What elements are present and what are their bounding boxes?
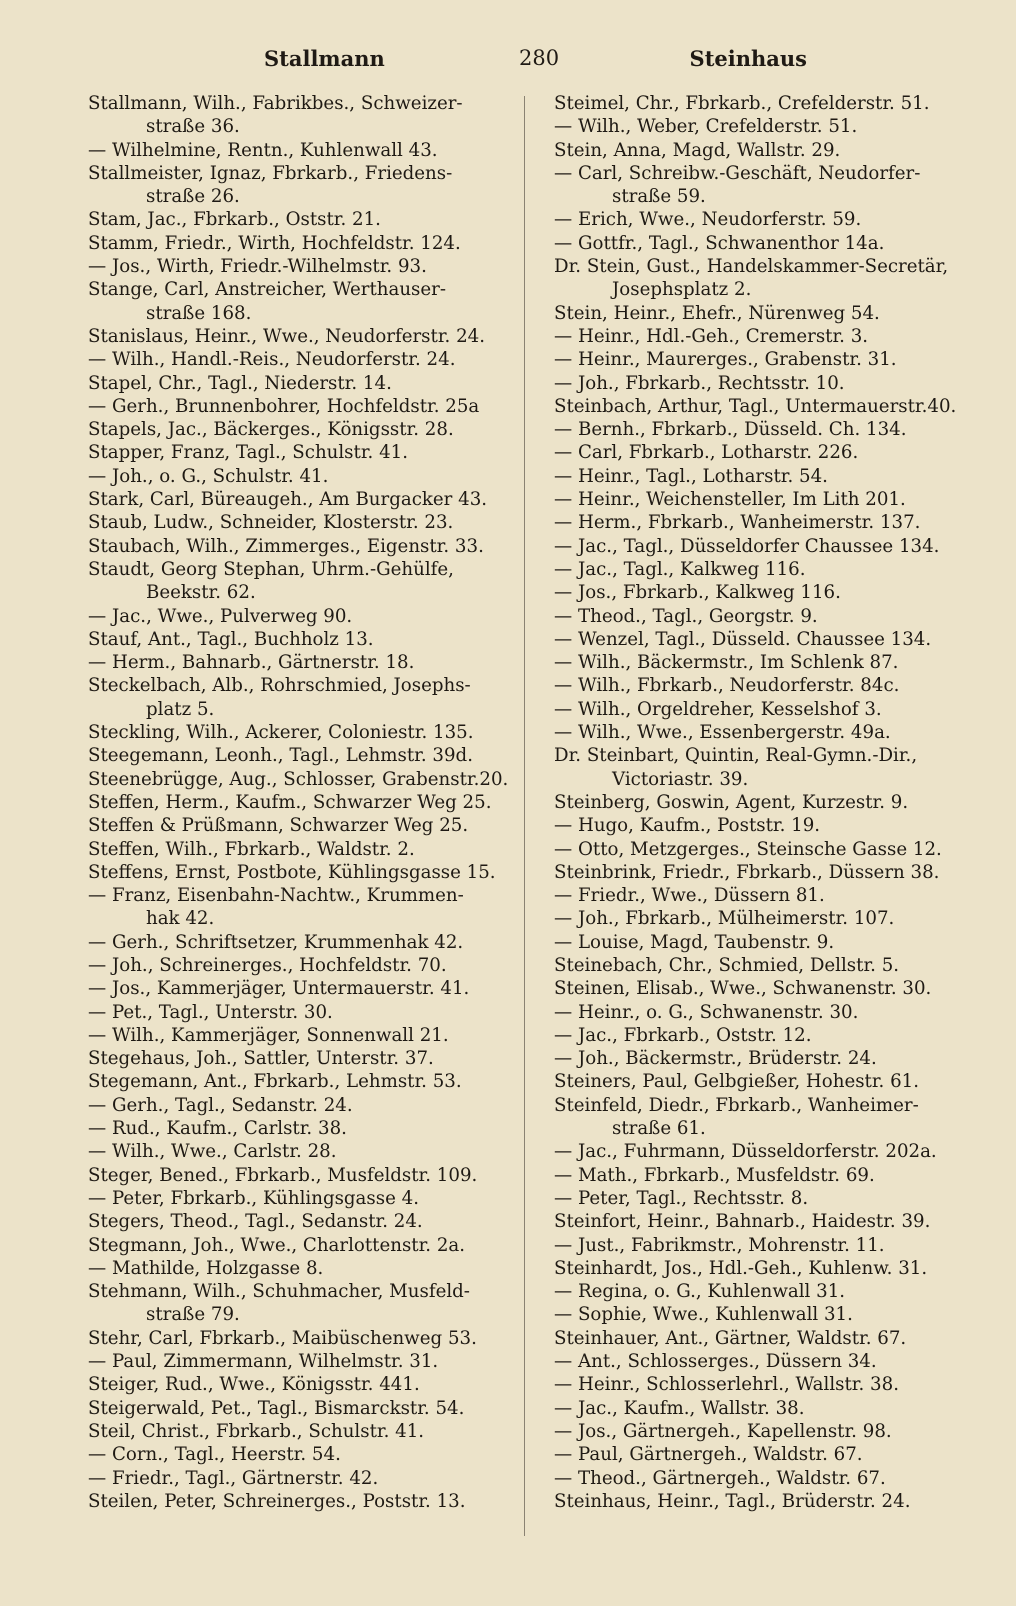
directory-entry: — Math., Fbrkarb., Musfeldstr. 69. (554, 1164, 875, 1186)
directory-entry: Steegemann, Leonh., Tagl., Lehmstr. 39d. (88, 745, 473, 767)
left-column (88, 92, 520, 1513)
directory-entry: — Theod., Tagl., Georgstr. 9. (554, 605, 818, 627)
directory-entry: Stehr, Carl, Fbrkarb., Maibüschenweg 53. (88, 1327, 477, 1349)
directory-entry: — Regina, o. G., Kuhlenwall 31. (554, 1281, 846, 1303)
directory-entry: Stamm, Friedr., Wirth, Hochfeldstr. 124. (88, 232, 461, 254)
entry-continuation: straße 36. (146, 116, 240, 138)
directory-entry: — Jac., Tagl., Düsseldorfer Chaussee 134. (554, 535, 940, 557)
directory-entry: — Gerh., Tagl., Sedanstr. 24. (88, 1094, 353, 1116)
directory-entry: — Jac., Kaufm., Wallstr. 38. (554, 1397, 805, 1419)
directory-entry: Steinebach, Chr., Schmied, Dellstr. 5. (554, 954, 900, 976)
entry-continuation: Josephsplatz 2. (612, 279, 752, 301)
directory-entry: Steilen, Peter, Schreinerges., Poststr. 13. (88, 1490, 466, 1512)
directory-entry: Stehmann, Wilh., Schuhmacher, Musfeld- (88, 1281, 470, 1303)
directory-entry: Stallmann, Wilh., Fabrikbes., Schweizer- (88, 93, 463, 114)
directory-entry: — Herm., Bahnarb., Gärtnerstr. 18. (88, 652, 415, 674)
directory-entry: Stegmann, Joh., Wwe., Charlottenstr. 2a. (88, 1234, 466, 1256)
directory-entry: Steinfort, Heinr., Bahnarb., Haidestr. 39. (554, 1211, 931, 1233)
directory-entry: Staudt, Georg Stephan, Uhrm.-Gehülfe, (88, 558, 454, 580)
right-column (554, 92, 986, 1513)
directory-entry: Steigerwald, Pet., Tagl., Bismarckstr. 54. (88, 1397, 465, 1419)
directory-entry: — Franz, Eisenbahn-Nachtw., Krummen- (88, 885, 464, 907)
directory-entry: — Wilh., Orgeldreher, Kesselshof 3. (554, 698, 882, 720)
directory-entry: Steinhauer, Ant., Gärtner, Waldstr. 67. (554, 1327, 907, 1349)
directory-entry: — Jac., Wwe., Pulverweg 90. (88, 605, 353, 627)
entry-continuation: straße 168. (146, 302, 252, 324)
directory-entry: — Jac., Fuhrmann, Düsseldorferstr. 202a. (554, 1141, 937, 1163)
running-header (84, 46, 982, 86)
directory-entry: — Jos., Kammerjäger, Untermauerstr. 41. (88, 978, 470, 1000)
directory-entry: — Jac., Fbrkarb., Oststr. 12. (554, 1024, 812, 1046)
directory-entry: — Theod., Gärtnergeh., Waldstr. 67. (554, 1467, 886, 1489)
directory-entry: — Carl, Fbrkarb., Lotharstr. 226. (554, 442, 859, 464)
directory-entry: — Otto, Metzgerges., Steinsche Gasse 12. (554, 838, 942, 860)
directory-entry: — Heinr., Schlosserlehrl., Wallstr. 38. (554, 1374, 899, 1396)
directory-entry: Steinberg, Goswin, Agent, Kurzestr. 9. (554, 791, 909, 813)
directory-entry: — Paul, Zimmermann, Wilhelmstr. 31. (88, 1351, 439, 1373)
directory-entry: — Wilh., Wwe., Essenbergerstr. 49a. (554, 722, 891, 744)
directory-entry: Steiners, Paul, Gelbgießer, Hohestr. 61. (554, 1071, 920, 1093)
entry-continuation: straße 61. (612, 1118, 706, 1140)
directory-entry: Stapel, Chr., Tagl., Niederstr. 14. (88, 372, 392, 394)
directory-entry: — Heinr., Maurerges., Grabenstr. 31. (554, 349, 897, 371)
directory-entry: Stauf, Ant., Tagl., Buchholz 13. (88, 628, 374, 650)
header-first-name: Stallmann (264, 46, 385, 71)
directory-entry: — Pet., Tagl., Unterstr. 30. (88, 1001, 333, 1023)
directory-entry: Stange, Carl, Anstreicher, Werthauser- (88, 279, 446, 301)
entry-continuation: straße 26. (146, 186, 240, 208)
entry-continuation: platz 5. (146, 698, 215, 720)
directory-entry: Steinbach, Arthur, Tagl., Untermauerstr.40. (554, 395, 957, 417)
directory-entry: — Joh., Bäckermstr., Brüderstr. 24. (554, 1048, 877, 1070)
directory-entry: — Heinr., Weichensteller, Im Lith 201. (554, 489, 906, 511)
directory-entry: Steger, Bened., Fbrkarb., Musfeldstr. 109. (88, 1164, 478, 1186)
directory-entry: — Friedr., Tagl., Gärtnerstr. 42. (88, 1467, 379, 1489)
directory-entry: — Peter, Fbrkarb., Kühlingsgasse 4. (88, 1187, 419, 1209)
directory-entry: Stegemann, Ant., Fbrkarb., Lehmstr. 53. (88, 1071, 462, 1093)
directory-entry: — Just., Fabrikmstr., Mohrenstr. 11. (554, 1234, 885, 1256)
directory-entry: Steiger, Rud., Wwe., Königsstr. 441. (88, 1374, 420, 1396)
directory-entry: Staubach, Wilh., Zimmerges., Eigenstr. 33. (88, 535, 484, 557)
directory-entry: — Erich, Wwe., Neudorferstr. 59. (554, 209, 862, 231)
directory-entry: Stark, Carl, Büreaugeh., Am Burgacker 43. (88, 489, 488, 511)
directory-entry: Steinbrink, Friedr., Fbrkarb., Düssern 38. (554, 861, 940, 883)
directory-entry: — Bernh., Fbrkarb., Düsseld. Ch. 134. (554, 419, 907, 441)
directory-entry: — Paul, Gärtnergeh., Waldstr. 67. (554, 1444, 863, 1466)
directory-entry: Steinhaus, Heinr., Tagl., Brüderstr. 24. (554, 1490, 911, 1512)
directory-entry: Stegers, Theod., Tagl., Sedanstr. 24. (88, 1211, 423, 1233)
directory-entry: — Heinr., o. G., Schwanenstr. 30. (554, 1001, 859, 1023)
directory-entry: Stanislaus, Heinr., Wwe., Neudorferstr. 24. (88, 325, 485, 347)
directory-entry: Stein, Heinr., Ehefr., Nürenweg 54. (554, 302, 880, 324)
directory-entry: — Heinr., Hdl.-Geh., Cremerstr. 3. (554, 325, 869, 347)
directory-entry: — Mathilde, Holzgasse 8. (88, 1257, 324, 1279)
directory-entry: — Jos., Fbrkarb., Kalkweg 116. (554, 582, 841, 604)
directory-entry: Steffen & Prüßmann, Schwarzer Weg 25. (88, 815, 469, 837)
directory-entry: — Wenzel, Tagl., Düsseld. Chaussee 134. (554, 628, 932, 650)
directory-entry: Stapper, Franz, Tagl., Schulstr. 41. (88, 442, 409, 464)
directory-entry: — Joh., Fbrkarb., Rechtsstr. 10. (554, 372, 845, 394)
directory-entry: Stapels, Jac., Bäckerges., Königsstr. 28. (88, 419, 454, 441)
directory-entry: — Wilh., Wwe., Carlstr. 28. (88, 1141, 337, 1163)
directory-entry: Dr. Stein, Gust., Handelskammer-Secretär, (554, 256, 949, 278)
directory-entry: Steffen, Herm., Kaufm., Schwarzer Weg 25. (88, 791, 492, 813)
directory-entry: — Rud., Kaufm., Carlstr. 38. (88, 1118, 347, 1140)
directory-entry: — Wilhelmine, Rentn., Kuhlenwall 43. (88, 139, 438, 161)
directory-entry: Staub, Ludw., Schneider, Klosterstr. 23. (88, 512, 454, 534)
directory-entry: Dr. Steinbart, Quintin, Real-Gymn.-Dir., (554, 745, 918, 767)
entry-continuation: Beekstr. 62. (146, 582, 256, 604)
page-number: 280 (519, 46, 560, 70)
directory-entry: — Joh., Fbrkarb., Mülheimerstr. 107. (554, 908, 895, 930)
directory-entry: Steimel, Chr., Fbrkarb., Crefelderstr. 51. (554, 93, 930, 114)
directory-entry: — Gerh., Brunnenbohrer, Hochfeldstr. 25a (88, 395, 480, 417)
header-last-name: Steinhaus (689, 46, 807, 71)
directory-entry: — Louise, Magd, Taubenstr. 9. (554, 931, 835, 953)
directory-entry: — Gerh., Schriftsetzer, Krummenhak 42. (88, 931, 464, 953)
entry-continuation: Victoriastr. 39. (612, 768, 749, 790)
directory-entry: — Sophie, Wwe., Kuhlenwall 31. (554, 1304, 853, 1326)
directory-entry: Steinen, Elisab., Wwe., Schwanenstr. 30. (554, 978, 932, 1000)
entry-continuation: straße 79. (146, 1304, 240, 1326)
directory-entry: — Wilh., Fbrkarb., Neudorferstr. 84c. (554, 675, 900, 697)
directory-entry: — Heinr., Tagl., Lotharstr. 54. (554, 465, 828, 487)
directory-entry: — Jos., Wirth, Friedr.-Wilhelmstr. 93. (88, 256, 427, 278)
directory-entry: — Wilh., Bäckermstr., Im Schlenk 87. (554, 652, 899, 674)
directory-entry: — Corn., Tagl., Heerstr. 54. (88, 1444, 341, 1466)
entry-continuation: hak 42. (146, 908, 215, 930)
directory-entry: — Wilh., Handl.-Reis., Neudorferstr. 24. (88, 349, 456, 371)
directory-entry: — Friedr., Wwe., Düssern 81. (554, 885, 825, 907)
directory-entry: — Peter, Tagl., Rechtsstr. 8. (554, 1187, 809, 1209)
directory-entry: Stallmeister, Ignaz, Fbrkarb., Friedens- (88, 162, 453, 184)
directory-entry: — Hugo, Kaufm., Poststr. 19. (554, 815, 821, 837)
directory-entry: Steinfeld, Diedr., Fbrkarb., Wanheimer- (554, 1094, 919, 1116)
directory-entry: Steckling, Wilh., Ackerer, Coloniestr. 135. (88, 722, 474, 744)
column-divider (524, 96, 525, 1536)
entry-continuation: straße 59. (612, 186, 706, 208)
directory-entry: — Joh., o. G., Schulstr. 41. (88, 465, 329, 487)
directory-entry: Steffen, Wilh., Fbrkarb., Waldstr. 2. (88, 838, 415, 860)
directory-entry: Steenebrügge, Aug., Schlosser, Grabenstr.20. (88, 768, 509, 790)
directory-entry: — Wilh., Kammerjäger, Sonnenwall 21. (88, 1024, 449, 1046)
directory-entry: — Gottfr., Tagl., Schwanenthor 14a. (554, 232, 885, 254)
directory-entry: Stein, Anna, Magd, Wallstr. 29. (554, 139, 841, 161)
directory-entry: — Jac., Tagl., Kalkweg 116. (554, 558, 806, 580)
directory-entry: Stegehaus, Joh., Sattler, Unterstr. 37. (88, 1048, 434, 1070)
directory-entry: Steckelbach, Alb., Rohrschmied, Josephs- (88, 675, 471, 697)
directory-entry: — Ant., Schlosserges., Düssern 34. (554, 1351, 877, 1373)
directory-entry: — Herm., Fbrkarb., Wanheimerstr. 137. (554, 512, 921, 534)
directory-entry: — Wilh., Weber, Crefelderstr. 51. (554, 116, 858, 138)
directory-entry: Stam, Jac., Fbrkarb., Oststr. 21. (88, 209, 381, 231)
directory-entry: — Jos., Gärtnergeh., Kapellenstr. 98. (554, 1420, 892, 1442)
directory-entry: Steil, Christ., Fbrkarb., Schulstr. 41. (88, 1420, 425, 1442)
directory-entry: — Carl, Schreibw.-Geschäft, Neudorfer- (554, 162, 921, 184)
directory-entry: Steinhardt, Jos., Hdl.-Geh., Kuhlenw. 31. (554, 1257, 928, 1279)
directory-entry: — Joh., Schreinerges., Hochfeldstr. 70. (88, 954, 447, 976)
directory-entry: Steffens, Ernst, Postbote, Kühlingsgasse 15. (88, 861, 496, 883)
